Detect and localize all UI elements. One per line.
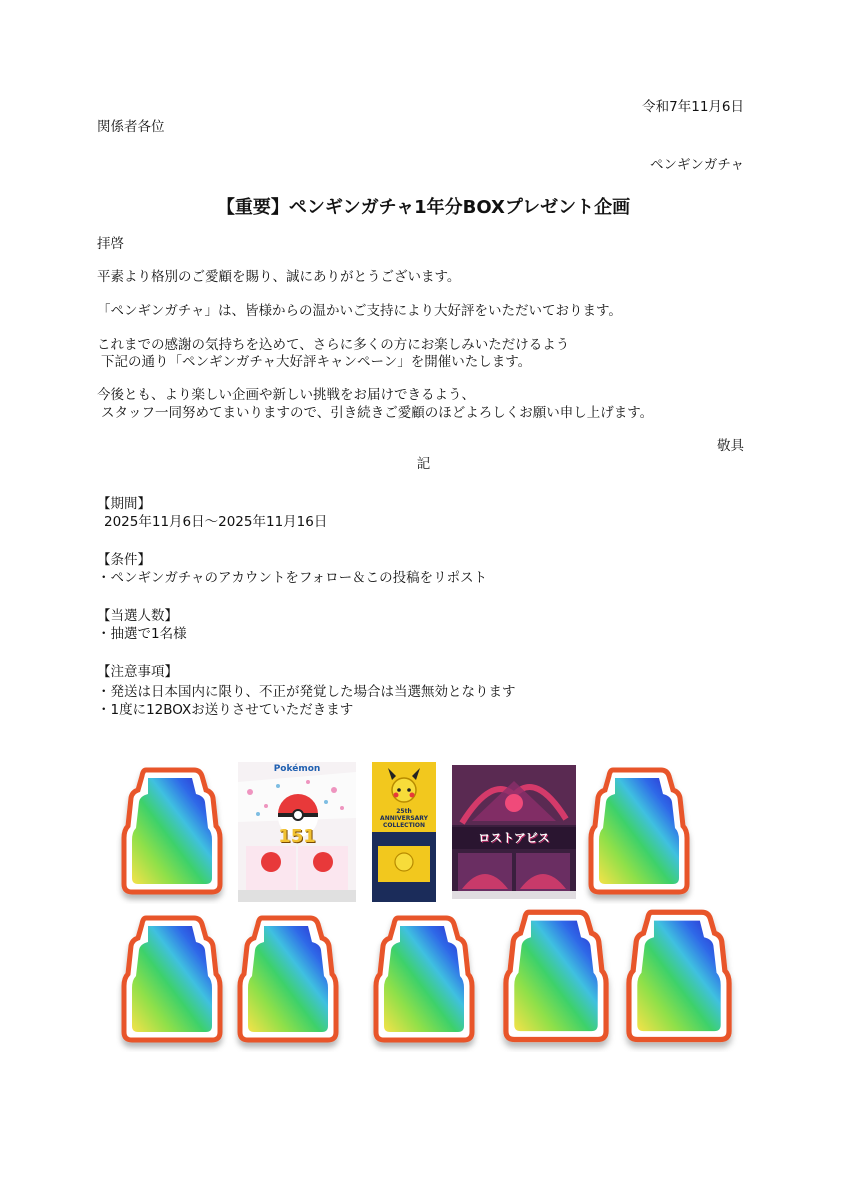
paragraph-3-line-2: 下記の通り「ペンギンガチャ大好評キャンペーン」を開催いたします。 <box>101 354 532 370</box>
product-box-151 <box>238 762 356 902</box>
period-heading: 【期間】 <box>97 496 151 512</box>
opening-salutation: 拝啓 <box>97 236 124 252</box>
mystery-box-icon <box>494 906 618 1052</box>
paragraph-2: 「ペンギンガチャ」は、皆様からの温かいご支持により大好評をいただいております。 <box>97 303 622 319</box>
mystery-box-icon <box>116 912 228 1052</box>
winners-heading: 【当選人数】 <box>97 608 178 624</box>
conditions-text: ・ペンギンガチャのアカウントをフォロー＆この投稿をリポスト <box>97 570 488 586</box>
document-date: 令和7年11月6日 <box>642 99 744 115</box>
paragraph-4-line-2: スタッフ一同努めてまいりますので、引き続きご愛顧のほどよろしくお願い申し上げます。 <box>101 405 654 421</box>
sender: ペンギンガチャ <box>650 157 744 173</box>
recipient: 関係者各位 <box>97 119 165 135</box>
period-text: 2025年11月6日～2025年11月16日 <box>104 514 328 530</box>
mystery-box-icon <box>232 912 344 1052</box>
conditions-heading: 【条件】 <box>97 552 151 568</box>
product-151-label: 151 <box>278 826 316 847</box>
mystery-box-icon <box>368 912 480 1052</box>
mystery-box-icon <box>116 764 228 904</box>
closing-salutation: 敬具 <box>717 438 744 454</box>
product-25th-label: 25th ANNIVERSARY COLLECTION <box>380 808 428 829</box>
paragraph-4-line-1: 今後とも、より楽しい企画や新しい挑戦をお届けできるよう、 <box>97 387 475 403</box>
paragraph-3-line-1: これまでの感謝の気持ちを込めて、さらに多くの方にお楽しみいただけるよう <box>97 337 570 353</box>
mystery-box-icon <box>583 764 695 904</box>
mystery-box-icon <box>617 906 741 1052</box>
notes-item: ・発送は日本国内に限り、不正が発覚した場合は当選無効となります <box>97 684 516 700</box>
product-brand-label: Pokémon <box>273 764 321 774</box>
paragraph-1: 平素より格別のご愛顧を賜り、誠にありがとうございます。 <box>97 269 461 285</box>
winners-text: ・抽選で1名様 <box>97 626 187 642</box>
product-box-25th <box>372 762 436 902</box>
document-title: 【重要】ペンギンガチャ1年分BOXプレゼント企画 <box>216 197 631 218</box>
product-lost-abyss-label: ロストアビス <box>478 831 550 845</box>
notes-heading: 【注意事項】 <box>97 664 178 680</box>
ki-marker: 記 <box>416 456 431 472</box>
notes-item: ・1度に12BOXお送りさせていただきます <box>97 702 354 718</box>
product-box-lost-abyss <box>452 765 576 899</box>
